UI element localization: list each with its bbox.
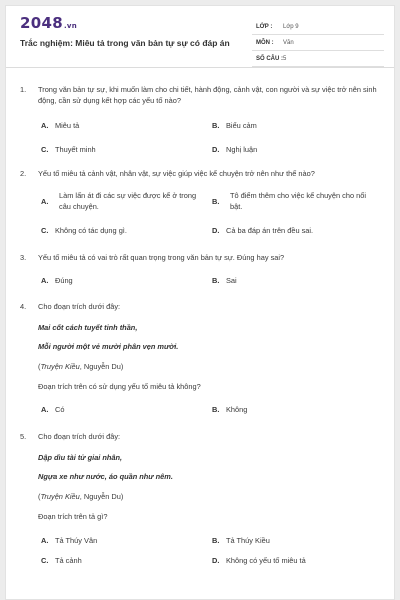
meta-row-subject [252, 35, 384, 51]
logo-main: 2048 [20, 14, 63, 32]
meta-row-class [252, 19, 384, 35]
option-letter: A. [41, 405, 49, 414]
quote-source: (Truyện Kiều, Nguyễn Du) [38, 362, 124, 371]
question-number: 1. [20, 85, 27, 94]
option-letter: B. [212, 276, 220, 285]
option-text: Có [55, 405, 65, 414]
question-number: 3. [20, 253, 27, 262]
option-letter: A. [41, 197, 49, 206]
option-letter: A. [41, 121, 49, 130]
meta-key: MÔN : [256, 40, 274, 46]
option-text: Tả cảnh [55, 556, 82, 565]
question-prompt: Đoạn trích trên tả gì? [38, 512, 108, 521]
option-letter: D. [212, 556, 220, 565]
option-letter: B. [212, 536, 220, 545]
meta-row-count [252, 51, 384, 67]
meta-value: Lớp 9 [283, 24, 299, 30]
meta-value: Văn [283, 40, 294, 46]
option-text: Đúng [55, 276, 73, 285]
meta-key: LỚP : [256, 24, 273, 30]
question-text: Yếu tố miêu tả có vai trò rất quan trọng trong văn bản tự sự. Đúng hay sai? [38, 253, 285, 262]
question-text: Cho đoạn trích dưới đây: [38, 302, 121, 311]
quote-line-2: Ngựa xe như nước, áo quần như nêm. [38, 472, 173, 481]
meta-value: 5 [283, 56, 287, 62]
option-letter: B. [212, 121, 220, 130]
option-text: Làm lấn át đi các sự việc được kể ở trong câu chuyện. [59, 191, 197, 212]
option-text: Không có yếu tố miêu tả [226, 556, 306, 565]
option-text: Không có tác dụng gì. [55, 226, 127, 235]
option-text: Thuyết minh [55, 145, 96, 154]
quote-line-2: Mỗi người một vẻ mười phân vẹn mười. [38, 342, 179, 351]
quote-source: (Truyện Kiều, Nguyễn Du) [38, 492, 124, 501]
question-text: Cho đoạn trích dưới đây: [38, 432, 121, 441]
option-letter: A. [41, 276, 49, 285]
source-author: , Nguyễn Du) [79, 362, 124, 371]
option-letter: B. [212, 197, 220, 206]
option-text: Tô điểm thêm cho việc kể chuyện cho nổi bật. [230, 191, 366, 212]
option-letter: C. [41, 145, 49, 154]
source-author: , Nguyễn Du) [79, 492, 124, 501]
question-number: 4. [20, 302, 27, 311]
option-text: Cả ba đáp án trên đều sai. [226, 226, 314, 235]
option-text: Tả Thúy Vân [55, 536, 98, 545]
question-number: 2. [20, 169, 27, 178]
question-prompt: Đoạn trích trên có sử dụng yếu tố miêu tả không? [38, 382, 201, 391]
option-letter: B. [212, 405, 220, 414]
quote-line-1: Mai cốt cách tuyết tinh thần, [38, 323, 138, 332]
quote-line-1: Dập dìu tài tử giai nhân, [38, 453, 123, 462]
site-logo[interactable] [20, 14, 77, 32]
page-title: Trắc nghiệm: Miêu tả trong văn bản tự sự có đáp án [20, 38, 230, 48]
option-letter: D. [212, 145, 220, 154]
option-text: Biểu cảm [226, 121, 257, 130]
option-text: Sai [226, 276, 237, 285]
option-text: Tả Thúy Kiều [226, 536, 270, 545]
meta-key: SỐ CÂU : [256, 56, 283, 62]
option-text: Miêu tả [55, 121, 80, 130]
option-letter: C. [41, 226, 49, 235]
question-number: 5. [20, 432, 27, 441]
option-letter: A. [41, 536, 49, 545]
source-title: Truyện Kiều [40, 362, 80, 371]
option-letter: C. [41, 556, 49, 565]
page-header [6, 6, 395, 68]
question-text: Trong văn bản tự sự, khi muốn làm cho chi tiết, hành động, cảnh vật, con người và sự việc trở nên sinh động, cần sử dụng kết hợp các yếu tố nào? [38, 85, 377, 106]
quiz-page [5, 5, 395, 600]
option-text: Nghị luận [226, 145, 258, 154]
question-text: Yếu tố miêu tả cảnh vật, nhân vật, sự việc giúp việc kể chuyện trở nên như thế nào? [38, 169, 315, 178]
source-title: Truyện Kiều [40, 492, 80, 501]
logo-suffix: .vn [63, 22, 78, 30]
option-text: Không [226, 405, 248, 414]
option-letter: D. [212, 226, 220, 235]
